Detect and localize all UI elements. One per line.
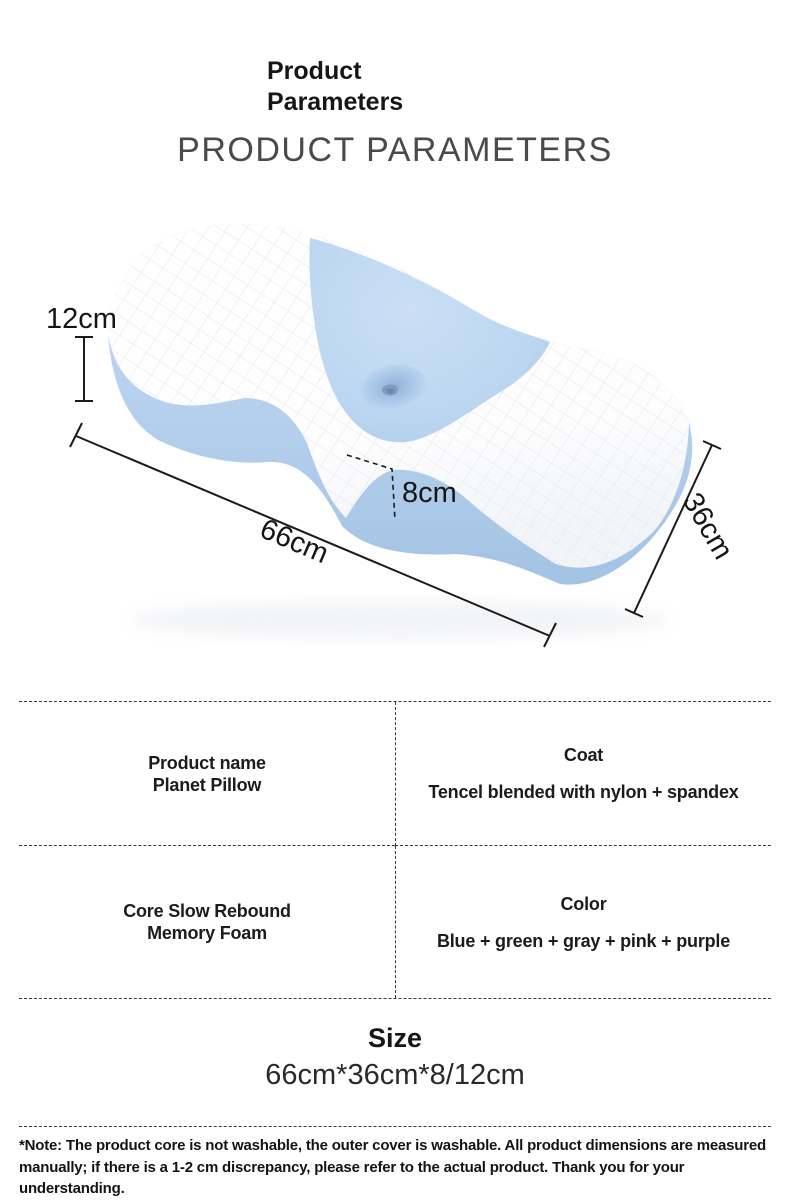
coat-value: Tencel blended with nylon + spandex [428,782,739,802]
table-cell-core [19,846,395,998]
pillow-shadow [130,600,670,640]
table-cell-coat [395,702,771,846]
footnote-line2: manually; if there is a 1-2 cm discrepancy, please refer to the actual product. Thank you for your understanding. [19,1158,685,1197]
height-12-line [75,337,93,401]
footnote-line1: *Note: The product core is not washable, the outer cover is washable. All product dimensions are measured [19,1137,766,1154]
spec-table [19,701,771,999]
page-title-line1: Product [267,57,362,85]
coat-title: Coat [563,745,604,765]
color-value: Blue + green + gray + pink + purple [436,930,731,951]
core-title: Core Slow Rebound [123,901,291,921]
size-value: 66cm*36cm*8/12cm [265,1059,525,1091]
dim-label-width: 36cm [675,487,740,565]
pillow-dimple-core [386,388,394,393]
color-title: Color [560,893,607,914]
table-cell-product-name [19,702,395,846]
page-subtitle: PRODUCT PARAMETERS [177,131,613,169]
pillow-illustration [0,170,790,675]
table-cell-color [395,846,771,998]
product-figure [0,170,790,675]
dim-label-back-height: 12cm [46,303,117,335]
size-title: Size [367,1023,423,1053]
page-title-line2: Parameters [267,88,404,116]
core-value: Memory Foam [147,923,267,943]
footnote [19,1126,771,1200]
page-title [0,0,790,118]
dim-label-front-height: 8cm [402,477,457,509]
product-name-title: Product name [148,752,266,773]
dim-label-length: 66cm [255,512,334,571]
product-name-value: Planet Pillow [152,774,262,795]
